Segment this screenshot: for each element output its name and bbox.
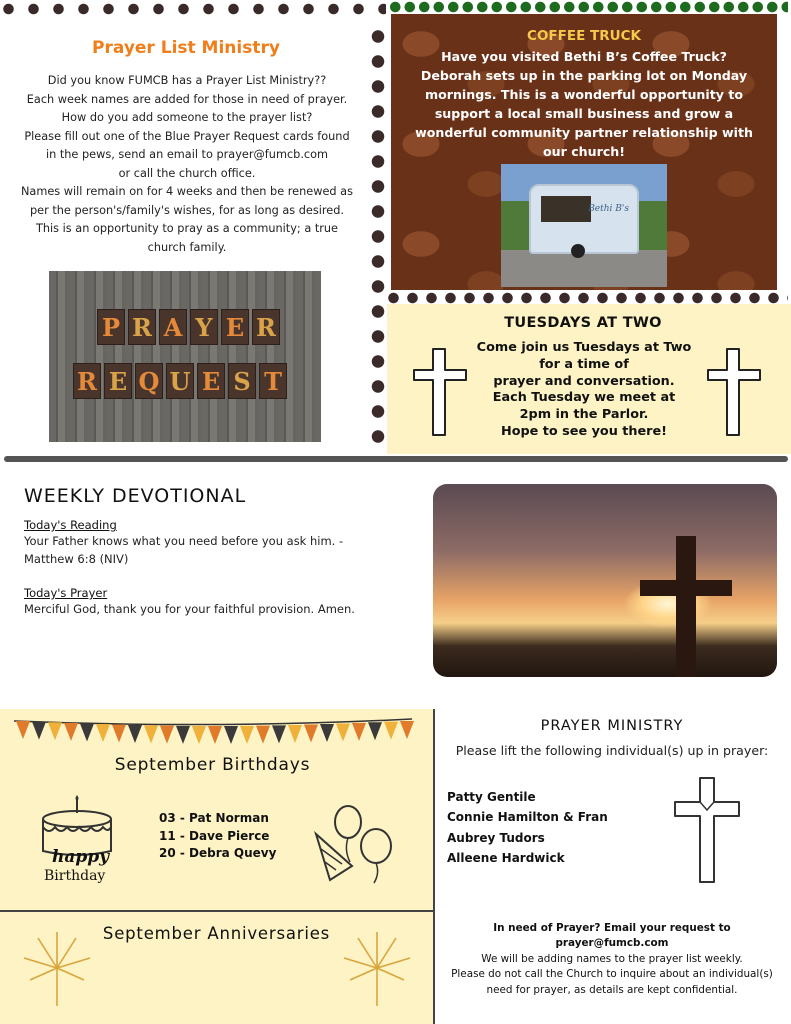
- prayer-ministry-subtitle: Please lift the following individual(s) up in prayer:: [455, 743, 769, 758]
- bunting-flag: [304, 725, 318, 743]
- coffee-truck-panel: [391, 14, 777, 290]
- coffee-bottom-dot-border: [384, 292, 788, 304]
- truck-window: [541, 196, 591, 222]
- tuesdays-line: Each Tuesday we meet at: [492, 390, 676, 406]
- bunting-flag: [256, 726, 270, 744]
- bunting-flag: [80, 724, 94, 742]
- prayer-list-line: Names will remain on for 4 weeks and then be renewed as: [20, 185, 353, 198]
- cross-icon: [411, 346, 469, 438]
- bunting-flag: [208, 726, 222, 744]
- footer-bold-line: In need of Prayer? Email your request to: [493, 922, 731, 934]
- prayer-name: Patty Gentile: [447, 790, 536, 804]
- bunting-banner-icon: [12, 715, 414, 751]
- bunting-flag: [160, 726, 174, 744]
- prayer-list-line: Did you know FUMCB has a Prayer List Ministry??: [47, 74, 327, 87]
- bunting-flag: [368, 722, 382, 740]
- devotional-content: [24, 518, 364, 618]
- cross-icon: [672, 776, 742, 884]
- footer-line: need for prayer, as details are kept confidential.: [486, 983, 738, 996]
- bunting-flag: [32, 722, 46, 740]
- bunting-flag: [384, 722, 398, 740]
- bunting-flag: [224, 726, 238, 744]
- tuesdays-line: 2pm in the Parlor.: [519, 407, 649, 423]
- tuesdays-line: Come join us Tuesdays at Two: [476, 340, 692, 355]
- bunting-flag: [400, 721, 414, 739]
- prayer-name: Connie Hamilton & Fran: [447, 810, 608, 825]
- prayer-list-line: Please fill out one of the Blue Prayer Request cards found: [24, 129, 350, 143]
- prayer-word-tiles: [97, 309, 280, 345]
- birthday-entry: 20 - Debra Quevy: [159, 846, 277, 860]
- cross-icon: [705, 346, 763, 438]
- reading-label: Today's Reading: [24, 518, 117, 532]
- coffee-truck-photo: [501, 164, 667, 287]
- vertical-dot-divider: [371, 24, 385, 454]
- birthday-list: [159, 810, 276, 863]
- prayer-list-line: How do you add someone to the prayer list?: [61, 111, 313, 124]
- reading-text: Your Father knows what you need before you ask him. - Matthew 6:8 (NIV): [24, 534, 344, 566]
- sunset-cross-image: [433, 484, 777, 677]
- letter-tile: S: [228, 363, 256, 399]
- letter-tile: E: [221, 309, 249, 345]
- prayer-list-line: church family.: [147, 240, 227, 254]
- section-divider: [4, 456, 788, 462]
- letter-tile: E: [104, 363, 132, 399]
- bunting-flag: [240, 726, 254, 744]
- prayer-name: Alleene Hardwick: [447, 850, 565, 865]
- bunting-flag: [288, 725, 302, 743]
- bunting-flag: [16, 721, 30, 739]
- cake-happy-text: happy: [52, 847, 110, 867]
- prayer-list-line: Each week names are added for those in need of prayer.: [26, 92, 348, 106]
- prayer-label: Today's Prayer: [24, 586, 108, 600]
- request-word-tiles: [73, 363, 287, 399]
- cake-birthday-text: Birthday: [44, 868, 106, 884]
- prayer-names-list: [447, 787, 608, 868]
- bunting-flag: [48, 722, 62, 740]
- tuesdays-line: Hope to see you there!: [500, 423, 668, 439]
- bunting-flag: [144, 725, 158, 743]
- bunting-flag: [64, 723, 78, 741]
- letter-tile: A: [159, 309, 187, 345]
- letter-tile: Q: [135, 363, 163, 399]
- prayer-text: Merciful God, thank you for your faithful provision. Amen.: [24, 602, 355, 616]
- bunting-flag: [128, 725, 142, 743]
- prayer-list-line: per the person's/family's wishes, for as long as desired.: [29, 203, 345, 217]
- letter-tile: U: [166, 363, 194, 399]
- letter-tile: R: [128, 309, 156, 345]
- tuesdays-panel: [387, 304, 791, 454]
- tuesdays-title: TUESDAYS AT TWO: [504, 315, 662, 331]
- bunting-flag: [320, 724, 334, 742]
- bunting-flag: [352, 723, 366, 741]
- party-hat-balloons-icon: [312, 804, 398, 884]
- bunting-flag: [96, 724, 110, 742]
- bunting-flag: [176, 726, 190, 744]
- prayer-list-line: or call the church office.: [118, 166, 256, 180]
- letter-tile: R: [252, 309, 280, 345]
- prayer-name: Aubrey Tudors: [447, 830, 545, 845]
- footer-line: Please do not call the Church to inquire about an individual(s): [451, 968, 773, 981]
- birthdays-title: September Birthdays: [114, 755, 311, 775]
- birthday-entry: 11 - Dave Pierce: [159, 828, 270, 843]
- truck-shape: [529, 184, 639, 254]
- prayer-ministry-title: PRAYER MINISTRY: [540, 718, 684, 734]
- letter-tile: R: [73, 363, 101, 399]
- footer-line: We will be adding names to the prayer list weekly.: [481, 952, 743, 965]
- top-dot-border-right: [388, 1, 788, 13]
- letter-tile: T: [259, 363, 287, 399]
- top-dot-border-left: [0, 3, 386, 15]
- cross-silhouette-icon: [638, 536, 734, 677]
- devotional-title: WEEKLY DEVOTIONAL: [24, 485, 247, 507]
- firework-icon: [18, 928, 96, 1008]
- coffee-truck-body: Have you visited Bethi B’s Coffee Truck? Deborah sets up in the parking lot on Monday mornings. This is a wonderful opportunity to support a local small business and grow a wonderful community partner relationship with our church!: [415, 49, 753, 159]
- bunting-flag: [192, 726, 206, 744]
- prayer-request-image: [49, 271, 321, 442]
- footer-email: prayer@fumcb.com: [555, 937, 669, 950]
- letter-tile: E: [197, 363, 225, 399]
- truck-wheel: [571, 244, 585, 258]
- birthday-entry: 03 - Pat Norman: [159, 811, 269, 825]
- coffee-truck-title: COFFEE TRUCK: [527, 28, 641, 44]
- letter-tile: Y: [190, 309, 218, 345]
- tuesdays-line: for a time of: [539, 356, 629, 372]
- prayer-list-body: [12, 72, 362, 257]
- letter-tile: P: [97, 309, 125, 345]
- birthday-anniversary-separator: [0, 910, 433, 912]
- bunting-flag: [272, 725, 286, 743]
- truck-sign: Bethi B's: [588, 204, 629, 214]
- bunting-flag: [112, 725, 126, 743]
- firework-icon: [338, 928, 416, 1008]
- tuesdays-line: prayer and conversation.: [493, 373, 675, 389]
- anniversaries-title: September Anniversaries: [102, 924, 331, 943]
- prayer-list-line: in the pews, send an email to prayer@fumcb.com: [45, 148, 329, 161]
- tuesdays-body: [449, 340, 719, 441]
- prayer-list-title: Prayer List Ministry: [92, 38, 280, 58]
- prayer-ministry-footer: [433, 921, 791, 998]
- bunting-flag: [336, 724, 350, 742]
- prayer-list-line: This is an opportunity to pray as a community; a true: [35, 222, 339, 235]
